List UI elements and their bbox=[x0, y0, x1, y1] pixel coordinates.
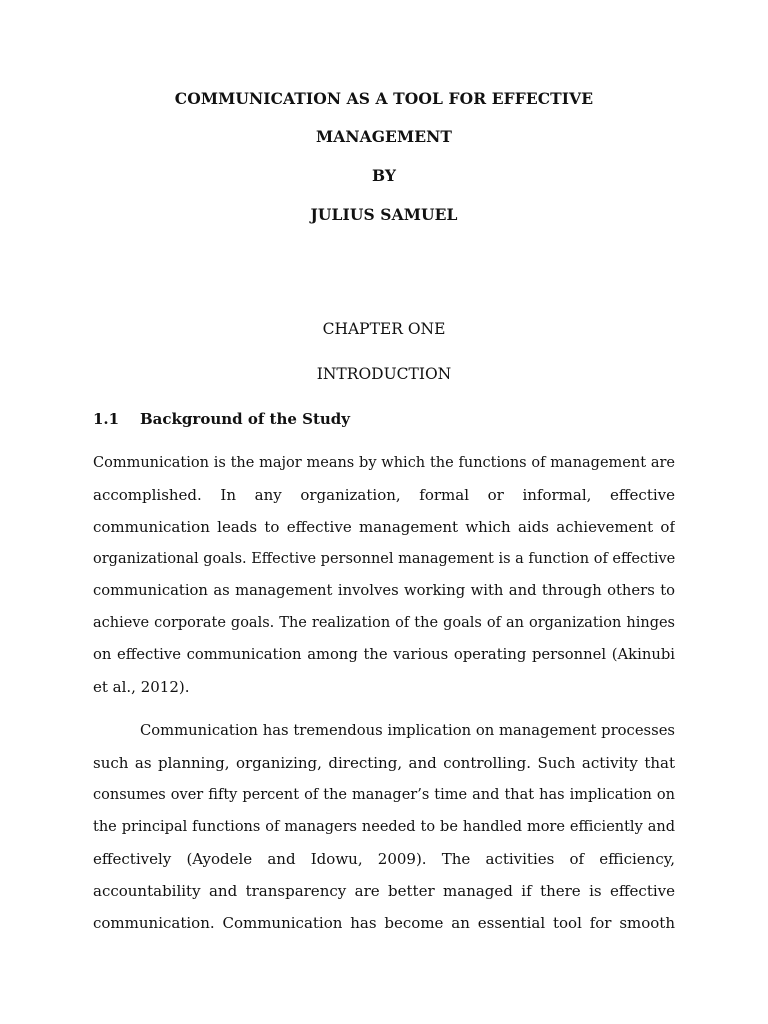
section-number: 1.1 bbox=[93, 410, 120, 428]
document-title-line-2: MANAGEMENT bbox=[315, 127, 453, 146]
paragraph-line: Communication is the major means by which the functions of management are bbox=[93, 455, 675, 471]
section-heading bbox=[93, 408, 350, 430]
paragraph-line: Communication has tremendous implication on management processes bbox=[140, 722, 675, 739]
chapter-heading: CHAPTER ONE bbox=[322, 320, 446, 338]
paragraph-line: achieve corporate goals. The realization of the goals of an organization hinges bbox=[93, 615, 675, 631]
paragraph-2 bbox=[93, 715, 675, 939]
chapter-title: INTRODUCTION bbox=[316, 365, 452, 383]
paragraph-line: such as planning, organizing, directing, and controlling. Such activity that bbox=[93, 754, 675, 772]
paragraph-line: communication leads to effective management which aids achievement of bbox=[93, 518, 675, 536]
document-title-line-1: COMMUNICATION AS A TOOL FOR EFFECTIVE bbox=[174, 89, 594, 108]
paragraph-line: the principal functions of managers needed to be handled more efficiently and bbox=[93, 819, 675, 835]
paragraph-line: organizational goals. Effective personnel management is a function of effective bbox=[93, 551, 675, 567]
paragraph-line: accomplished. In any organization, formal or informal, effective bbox=[93, 486, 675, 504]
paragraph-line: accountability and transparency are better managed if there is effective bbox=[93, 882, 675, 900]
paragraph-1 bbox=[93, 447, 675, 703]
author-by-label: BY bbox=[371, 166, 397, 185]
author-name: JULIUS SAMUEL bbox=[310, 205, 458, 224]
paragraph-line: communication as management involves working with and through others to bbox=[93, 582, 675, 599]
paragraph-line: et al., 2012). bbox=[93, 678, 190, 696]
paragraph-line: consumes over fifty percent of the manager’s time and that has implication on bbox=[93, 787, 675, 803]
paragraph-line: effectively (Ayodele and Idowu, 2009). The activities of efficiency, bbox=[93, 850, 675, 868]
paragraph-line: on effective communication among the various operating personnel (Akinubi bbox=[93, 646, 675, 663]
paragraph-line: communication. Communication has become an essential tool for smooth bbox=[93, 914, 675, 932]
section-title: Background of the Study bbox=[140, 410, 350, 428]
